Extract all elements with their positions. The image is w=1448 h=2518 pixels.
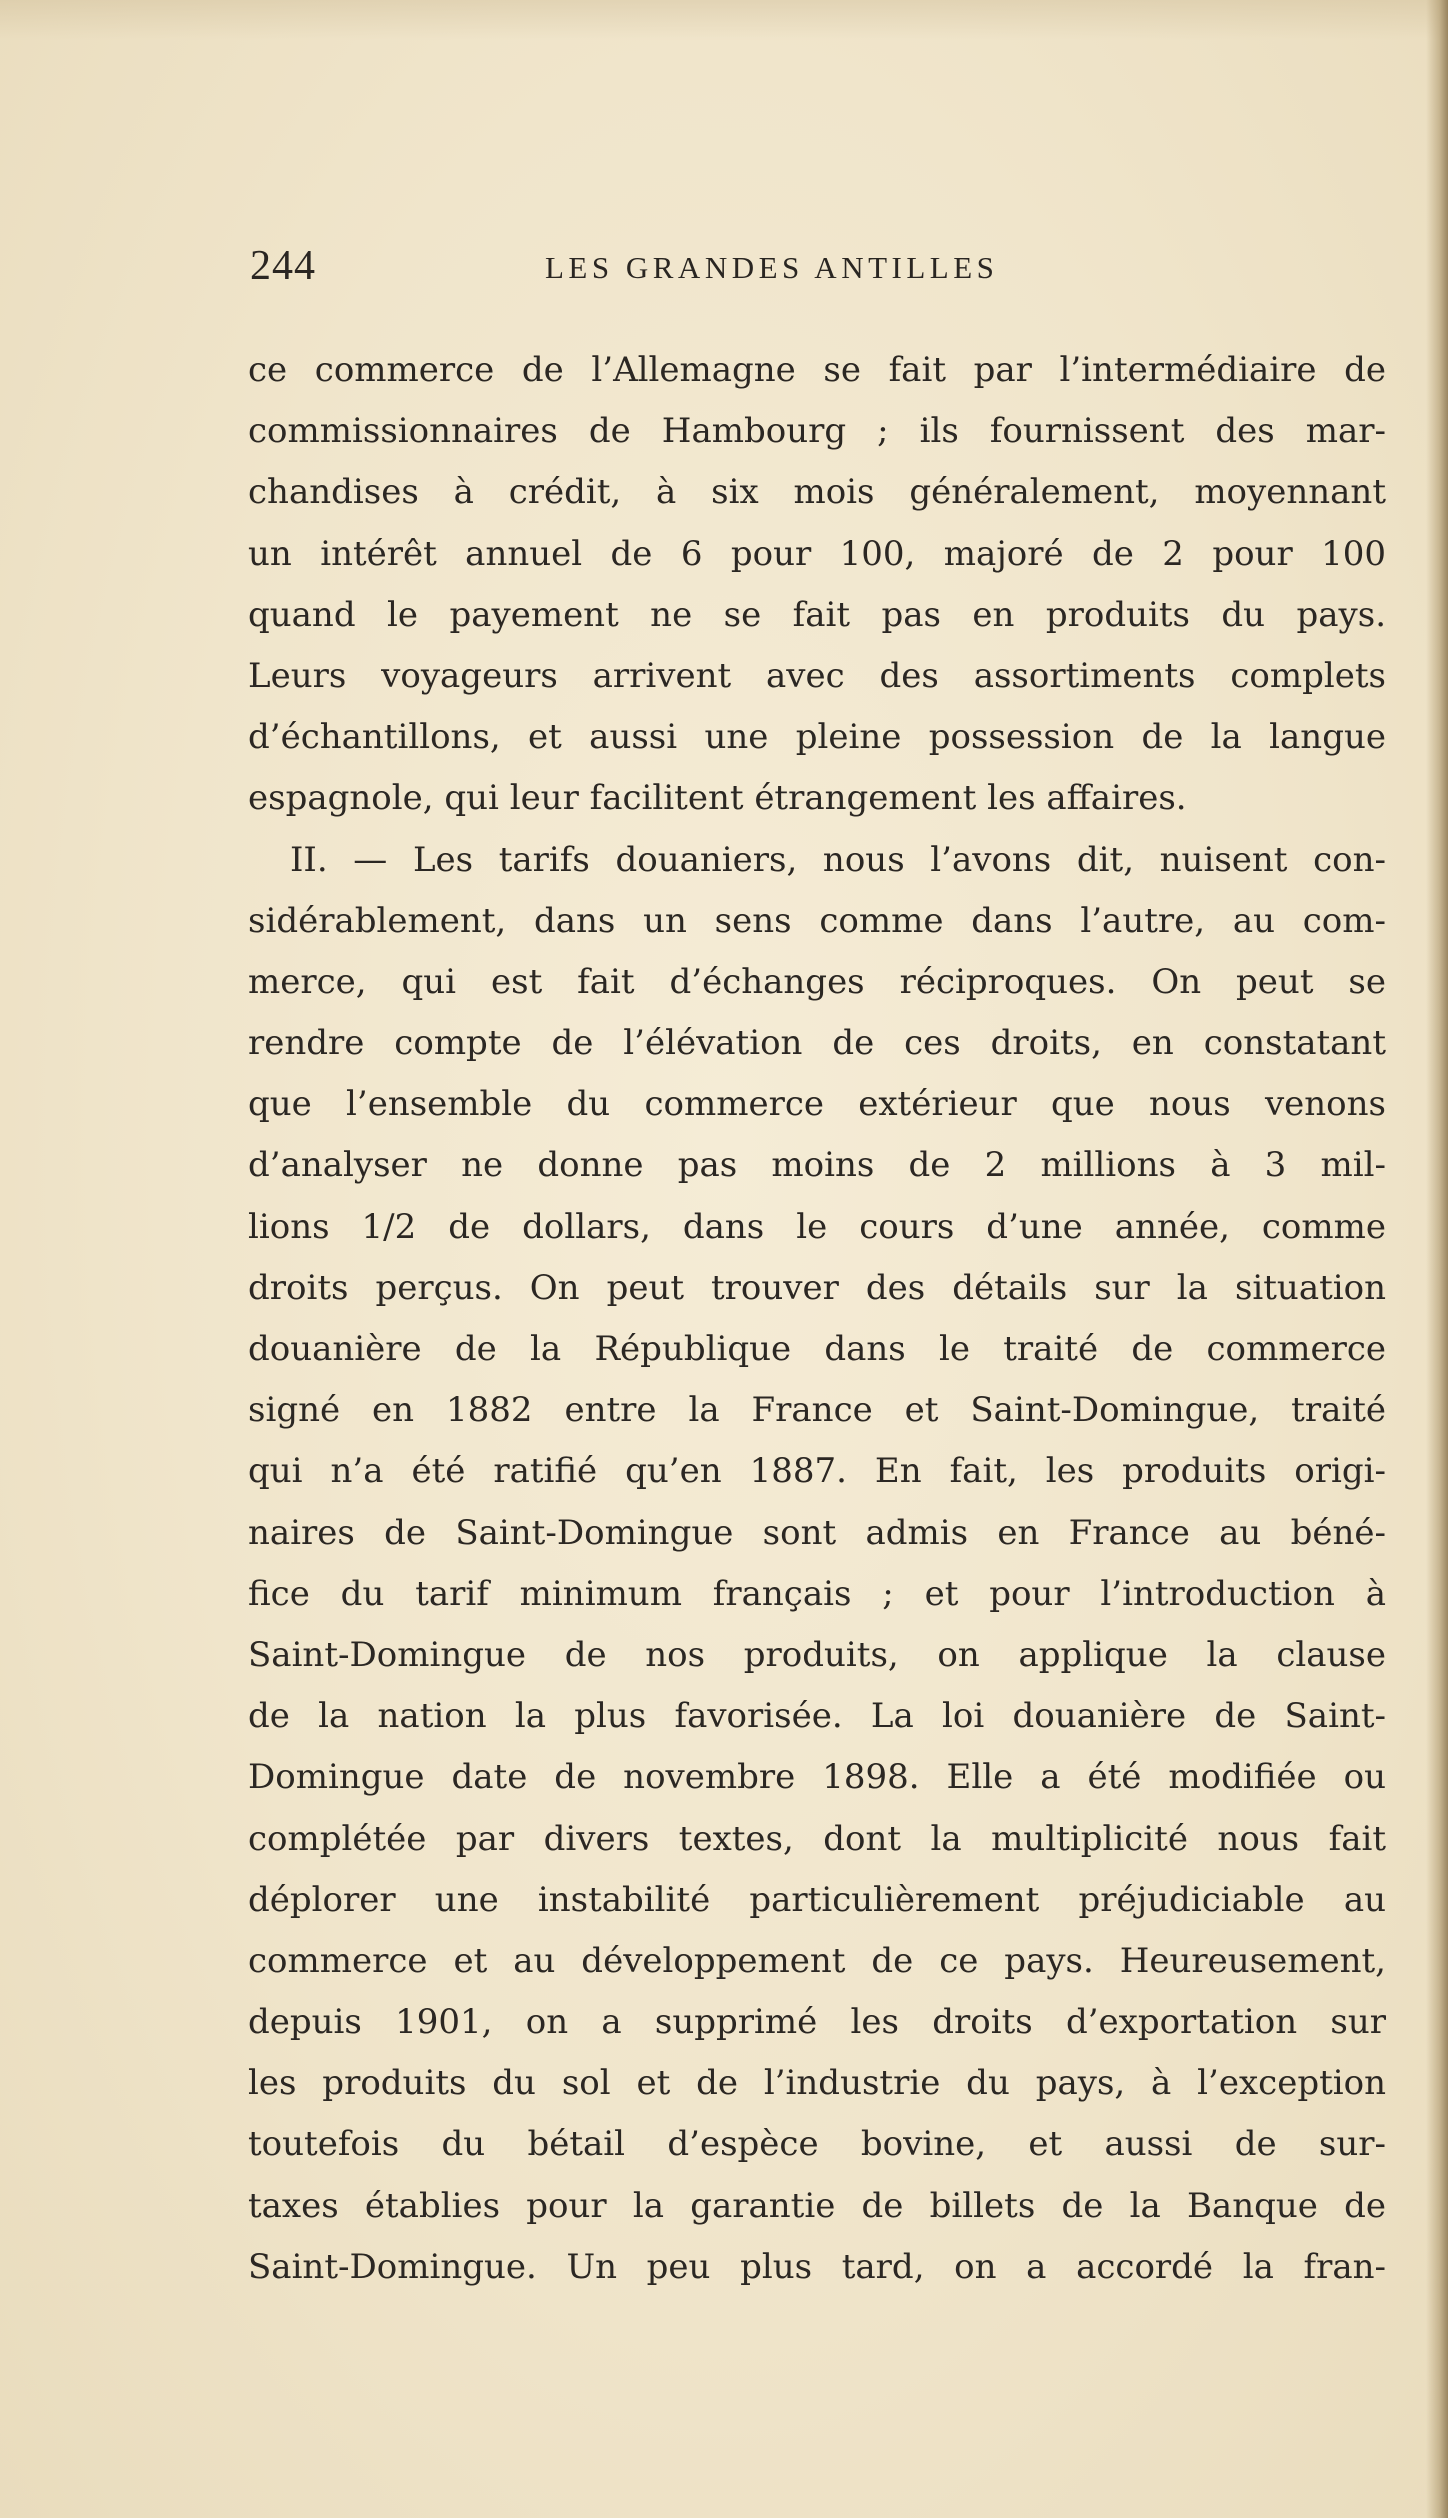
page-number: 244 — [250, 243, 316, 289]
text-line: II. — Les tarifs douaniers, nous l’avons dit, nuisent con- — [290, 839, 1386, 880]
text-line: d’échantillons, et aussi une pleine possession de la langue — [248, 717, 1386, 758]
text-line: un intérêt annuel de 6 pour 100, majoré de 2 pour 100 — [248, 533, 1386, 574]
text-line: Saint-Domingue de nos produits, on applique la clause — [248, 1634, 1386, 1675]
text-line: naires de Saint-Domingue sont admis en France au béné- — [248, 1512, 1386, 1553]
text-line: rendre compte de l’élévation de ces droits, en constatant — [248, 1023, 1386, 1064]
text-line: que l’ensemble du commerce extérieur que nous venons — [248, 1084, 1386, 1125]
text-line: depuis 1901, on a supprimé les droits d’exportation sur — [248, 2002, 1386, 2043]
text-line: Leurs voyageurs arrivent avec des assortiments complets — [248, 655, 1386, 696]
body-text — [248, 340, 1386, 2298]
page-edge-shadow — [1426, 0, 1448, 2518]
text-line: de la nation la plus favorisée. La loi douanière de Saint- — [248, 1696, 1386, 1737]
text-line: signé en 1882 entre la France et Saint-Domingue, traité — [248, 1390, 1386, 1431]
text-line: commissionnaires de Hambourg ; ils fournissent des mar- — [248, 411, 1386, 452]
text-line: merce, qui est fait d’échanges réciproques. On peut se — [248, 961, 1386, 1002]
text-line: taxes établies pour la garantie de billets de la Banque de — [248, 2185, 1386, 2226]
text-line: Domingue date de novembre 1898. Elle a été modifiée ou — [248, 1757, 1386, 1798]
page-shading — [0, 0, 1448, 40]
running-header — [250, 236, 1390, 296]
text-line: quand le payement ne se fait pas en produits du pays. — [248, 594, 1386, 635]
text-line: douanière de la République dans le traité de commerce — [248, 1329, 1386, 1369]
text-line: complétée par divers textes, dont la multiplicité nous fait — [248, 1818, 1386, 1859]
text-line: Saint-Domingue. Un peu plus tard, on a accordé la fran- — [248, 2246, 1386, 2287]
text-line: déplorer une instabilité particulièrement préjudiciable au — [248, 1879, 1386, 1920]
text-line: ce commerce de l’Allemagne se fait par l’intermédiaire de — [248, 350, 1386, 390]
text-line: commerce et au développement de ce pays. Heureusement, — [248, 1940, 1386, 1981]
text-line: fice du tarif minimum français ; et pour l’introduction à — [248, 1573, 1386, 1614]
text-line: qui n’a été ratifié qu’en 1887. En fait, les produits origi- — [248, 1451, 1386, 1492]
text-line: les produits du sol et de l’industrie du pays, à l’exception — [248, 2063, 1386, 2104]
text-line: sidérablement, dans un sens comme dans l’autre, au com- — [248, 900, 1386, 941]
text-line: chandises à crédit, à six mois généralement, moyennant — [248, 472, 1386, 513]
text-line: espagnole, qui leur facilitent étrangement les affaires. — [248, 778, 1187, 819]
text-line: lions 1/2 de dollars, dans le cours d’une année, comme — [248, 1206, 1386, 1247]
text-line: d’analyser ne donne pas moins de 2 millions à 3 mil- — [248, 1145, 1386, 1186]
text-line: droits perçus. On peut trouver des détails sur la situation — [248, 1267, 1386, 1308]
text-line: toutefois du bétail d’espèce bovine, et aussi de sur- — [248, 2124, 1386, 2165]
running-title: LES GRANDES ANTILLES — [545, 250, 999, 285]
